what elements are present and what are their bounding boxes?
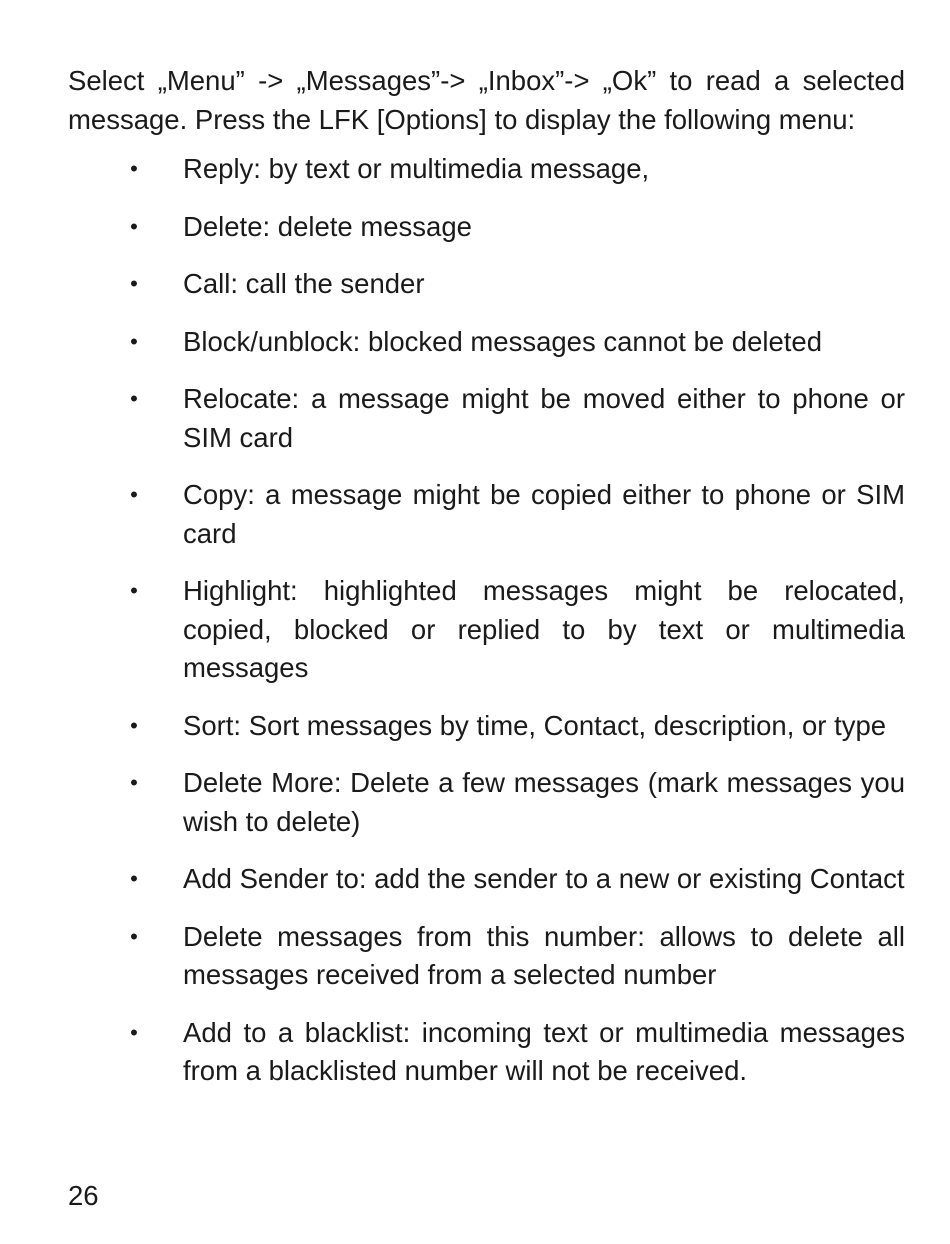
list-item-relocate xyxy=(68,380,905,457)
list-item-highlight xyxy=(68,572,905,688)
list-item-text: Sort: Sort messages by time, Contact, description, or type xyxy=(183,709,887,741)
intro-paragraph: Select „Menu” -> „Messages”-> „Inbox”-> „Ok” to read a selected message. Press the LFK [Options] to display the following menu: xyxy=(68,65,905,135)
bullet-icon: • xyxy=(130,482,138,507)
bullet-icon: • xyxy=(130,578,138,603)
list-item-text: Call: call the sender xyxy=(183,268,425,299)
list-item-delete-more xyxy=(68,764,905,841)
list-item-copy xyxy=(68,476,905,553)
list-item-text: Reply: by text or multimedia message, xyxy=(183,153,650,184)
list-item-call xyxy=(68,265,905,304)
list-item-add-to-blacklist xyxy=(68,1014,905,1091)
options-menu-list xyxy=(68,150,905,1091)
bullet-icon: • xyxy=(130,213,138,239)
bullet-icon: • xyxy=(130,271,138,296)
list-item-block-unblock xyxy=(68,323,905,362)
list-item-text: Relocate: a message might be moved either to phone or SIM card xyxy=(183,383,905,453)
list-item-text: Delete More: Delete a few messages (mark messages you wish to delete) xyxy=(183,767,905,837)
list-item-sort xyxy=(68,707,905,746)
list-item-text: Add Sender to: add the sender to a new or existing Contact xyxy=(183,863,905,894)
bullet-icon: • xyxy=(130,866,138,891)
bullet-icon: • xyxy=(130,923,138,949)
bullet-icon: • xyxy=(130,328,138,354)
list-item-add-sender xyxy=(68,860,905,899)
list-item-text: Add to a blacklist: incoming text or multimedia messages from a blacklisted number will not be received. xyxy=(183,1016,905,1086)
bullet-icon: • xyxy=(130,1019,138,1045)
list-item-text: Delete: delete message xyxy=(183,210,472,242)
list-item-text: Delete messages from this number: allows to delete all messages received from a selected number xyxy=(183,920,905,990)
list-item-text: Copy: a message might be copied either to phone or SIM card xyxy=(183,479,905,549)
manual-page xyxy=(68,62,905,1110)
bullet-icon: • xyxy=(130,386,138,411)
page-number: 26 xyxy=(68,1180,99,1211)
list-item-reply xyxy=(68,150,905,189)
bullet-icon: • xyxy=(130,712,138,738)
list-item-text: Highlight: highlighted messages might be relocated, copied, blocked or replied to by text or multimedia messages xyxy=(183,575,905,683)
list-item-delete-from-number xyxy=(68,918,905,995)
list-item-text: Block/unblock: blocked messages cannot be deleted xyxy=(183,325,823,357)
bullet-icon: • xyxy=(130,770,138,795)
bullet-icon: • xyxy=(130,156,138,181)
list-item-delete xyxy=(68,208,905,247)
